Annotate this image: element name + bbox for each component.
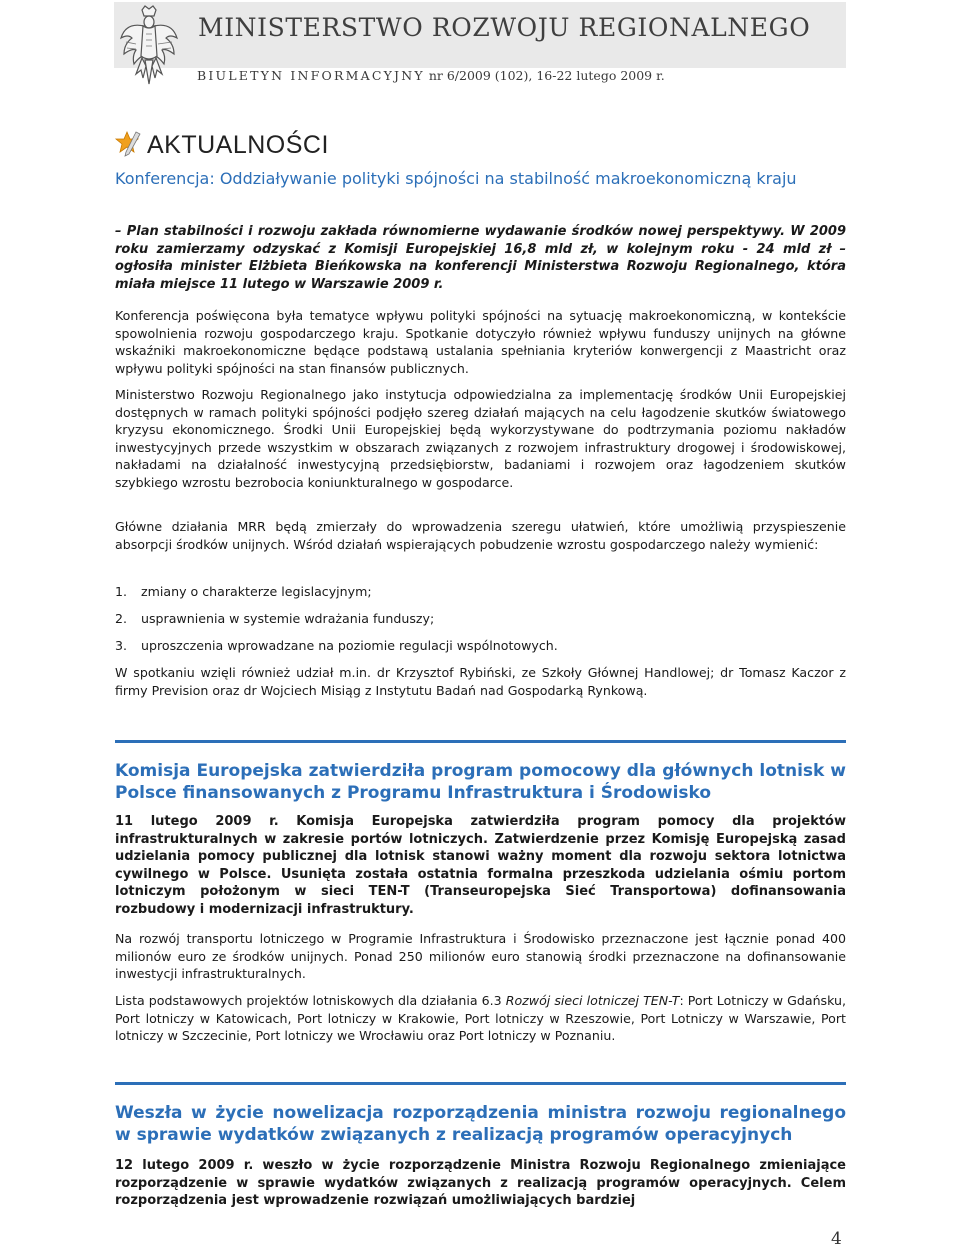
article-2-lead: 11 lutego 2009 r. Komisja Europejska zatwierdziła program pomocy dla projektów infrastrukturalnych w zakresie portów lotniczych. Zatwierdzenie przez Komisję Europejską zasad udzielania pomocy publicznej dla lotnisk stanowi ważny moment dla rozwoju sektora lotnictwa cywilnego w Polsce. Usunięta została ostatnia formalna przeszkoda udzielania ośmiu portom lotniczym położonym w sieci TEN-T (Transeuropejska Sieć Transportowa) dofinansowania rozbudowy i modernizacji infrastruktury. [115, 814, 846, 917]
page-number: 4 [831, 1229, 842, 1249]
list-item: 3. uproszczenia wprowadzane na poziomie regulacji wspólnotowych. [115, 638, 558, 653]
article-2-paragraph-1: Na rozwój transportu lotniczego w Programie Infrastruktura i Środowisko przeznaczone jest łącznie ponad 400 milionów euro ze środków unijnych. Ponad 250 milionów euro stanowią środki przeznaczone na dofinansowanie inwestycji infrastrukturalnych. [115, 931, 846, 981]
star-pencil-icon [114, 130, 142, 158]
article-1-list [115, 583, 846, 601]
article-1-title-block [115, 168, 846, 189]
article-1-paragraph-2: Ministerstwo Rozwoju Regionalnego jako instytucja odpowiedzialna za implementację środków Unii Europejskiej dostępnych w ramach polityki spójności podjęło szereg działań mających na celu łagodzenie skutków światowego kryzysu ekonomicznego. Środki Unii Europejskiej będą wykorzystywane do podtrzymania poziomu nakładów inwestycyjnych przede wszystkim w obszarach związanych z rozwojem infrastruktury drogowej i środowiskowej, nakładami na działalność inwestycyjną przedsiębiorstw, badaniami i rozwojem oraz łagodzeniem skutków szybkiego wzrostu bezrobocia koniunkturalnego w gospodarce. [115, 387, 846, 490]
article-2-title-block [115, 760, 846, 804]
list-item: 1. zmiany o charakterze legislacyjnym; [115, 584, 372, 599]
article-1-list-3 [115, 637, 846, 655]
page-header [0, 0, 960, 88]
article-3-lead: 12 lutego 2009 r. weszło w życie rozporządzenie Ministra Rozwoju Regionalnego zmieniające rozporządzenie w sprawie wydatków związanych z realizacją programów operacyjnych. Celem rozporządzenia jest wprowadzenie rozwiązań umożliwiających bardziej [115, 1158, 846, 1208]
bulletin-label: BIULETYN INFORMACYJNY [197, 68, 425, 83]
article-2-body-2 [115, 992, 846, 1045]
eagle-emblem-icon [118, 4, 180, 88]
article-1-lead-block [115, 223, 846, 293]
article-1-paragraph-1: Konferencja poświęcona była tematyce wpływu polityki spójności na sytuację makroekonomiczną, w kontekście spowolnienia rozwoju gospodarczego kraju. Spotkanie dotyczyło również wpływu funduszy unijnych na główne wskaźniki makroekonomiczne będące podstawą ustalania spełniania kryteriów konwergencji z Maastricht oraz wpływu polityki spójności na stan finansów publicznych. [115, 308, 846, 376]
article-2-title: Komisja Europejska zatwierdziła program pomocowy dla głównych lotnisk w Polsce finansowanych z Programu Infrastruktura i Środowisko [115, 761, 846, 803]
section-divider [115, 740, 846, 743]
article-1-body [115, 307, 846, 377]
bulletin-info [197, 68, 665, 83]
article-1-body-4 [115, 664, 846, 699]
section-divider-2 [115, 1082, 846, 1085]
article-1-paragraph-4: W spotkaniu wzięli również udział m.in. dr Krzysztof Rybiński, ze Szkoły Głównej Handlowej; dr Tomasz Kaczor z firmy Prevision oraz dr Wojciech Misiąg z Instytutu Badań nad Gospodarką Rynkową. [115, 665, 846, 698]
article-2-body [115, 930, 846, 983]
ministry-name: MINISTERSTWO ROZWOJU REGIONALNEGO [198, 13, 811, 42]
section-title: AKTUALNOŚCI [147, 131, 329, 159]
list-item: 2. usprawnienia w systemie wdrażania funduszy; [115, 611, 435, 626]
article-1-lead: – Plan stabilności i rozwoju zakłada równomierne wydawanie środków nowej perspektywy. W 2009 roku zamierzamy odzyskać z Komisji Europejskiej 16,8 mld zł, w kolejnym roku - 24 mld zł – ogłosiła minister Elżbieta Bieńkowska na konferencji Ministerstwa Rozwoju Regionalnego, która miała miejsce 11 lutego w Warszawie 2009 r. [115, 224, 846, 292]
article-1-body-3 [115, 518, 846, 553]
article-1-title: Konferencja: Oddziaływanie polityki spójności na stabilność makroekonomiczną kraju [115, 169, 797, 188]
article-3-title: Weszła w życie nowelizacja rozporządzenia ministra rozwoju regionalnego w sprawie wydatków związanych z realizacją programów operacyjnych [115, 1103, 846, 1145]
article-2-lead-block [115, 813, 846, 918]
article-1-list-2 [115, 610, 846, 628]
article-3-title-block [115, 1102, 846, 1146]
article-1-paragraph-3: Główne działania MRR będą zmierzały do wprowadzenia szeregu ułatwień, które umożliwią przyspieszenie absorpcji środków unijnych. Wśród działań wspierających pobudzenie wzrostu gospodarczego należy wymienić: [115, 519, 846, 552]
article-3-lead-block [115, 1157, 846, 1210]
article-1-body-2 [115, 386, 846, 491]
article-2-paragraph-2: Lista podstawowych projektów lotniskowych dla działania 6.3 Rozwój sieci lotniczej TEN-T: Port Lotniczy w Gdańsku, Port lotniczy w Katowicach, Port lotniczy w Krakowie, Port lotniczy w Rzeszowie, Port Lotniczy w Warszawie, Port lotniczy w Szczecinie, Port lotniczy we Wrocławiu oraz Port lotniczy w Poznaniu. [115, 993, 846, 1043]
issue-number: nr 6/2009 (102), 16-22 lutego 2009 r. [428, 68, 665, 83]
